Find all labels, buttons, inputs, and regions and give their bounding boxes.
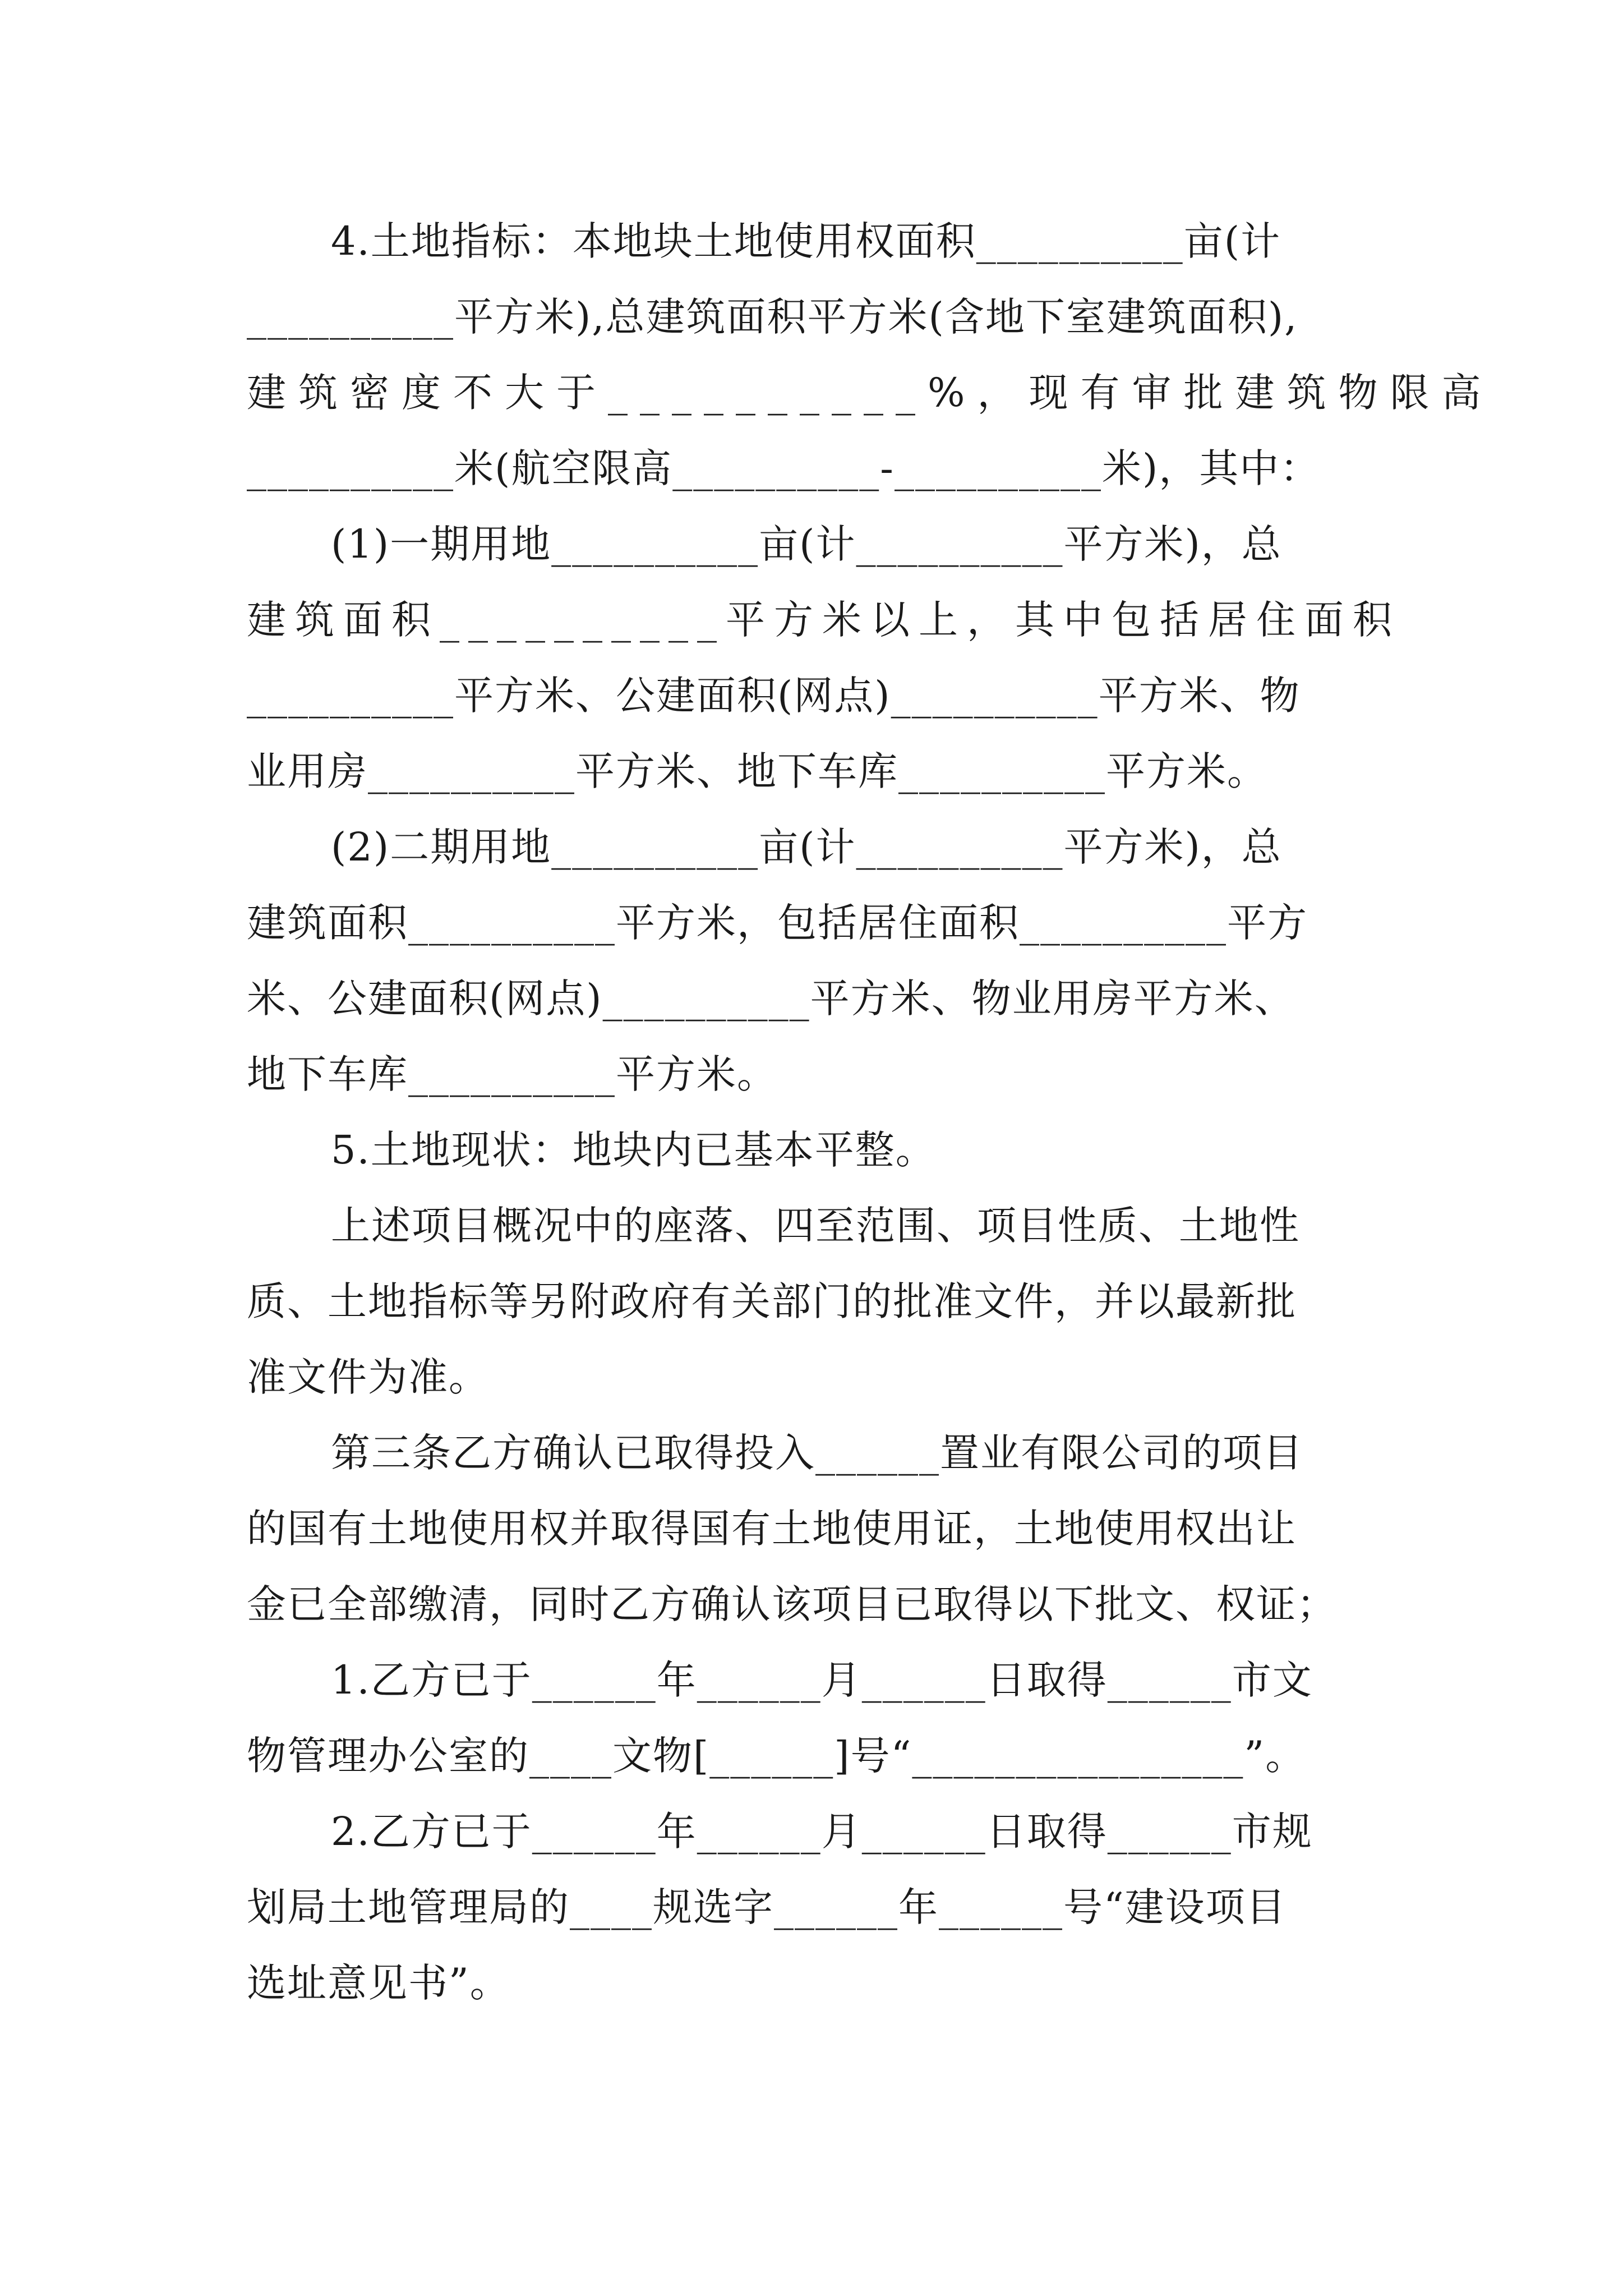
paragraph-line: 2.乙方已于______年______月______日取得______市规 <box>331 1809 1313 1855</box>
paragraph-line: 物管理办公室的____文物[______]号“________________”。 <box>247 1733 1306 1779</box>
paragraph-line: 米、公建面积(网点)__________平方米、物业用房平方米、 <box>247 976 1295 1022</box>
paragraph-line: 业用房__________平方米、地下车库__________平方米。 <box>247 748 1267 794</box>
paragraph-line: 建筑面积__________平方米，包括居住面积__________平方 <box>247 900 1308 946</box>
paragraph-line: 金已全部缴清，同时乙方确认该项目已取得以下批文、权证； <box>247 1581 1337 1627</box>
paragraph-line: 4.土地指标：本地块土地使用权面积__________亩(计 <box>331 218 1281 264</box>
paragraph-line: __________平方米、公建面积(网点)__________平方米、物 <box>247 673 1301 719</box>
paragraph-line: __________米(航空限高__________-__________米)，其中： <box>247 445 1321 491</box>
paragraph-line: 建筑密度不大于__________%，现有审批建筑物限高 <box>247 370 1493 416</box>
paragraph-line: 地下车库__________平方米。 <box>247 1051 777 1097</box>
paragraph-line: 上述项目概况中的座落、四至范围、项目性质、土地性 <box>331 1203 1300 1249</box>
paragraph-line: 1.乙方已于______年______月______日取得______市文 <box>331 1657 1313 1703</box>
paragraph-line: 的国有土地使用权并取得国有土地使用证，土地使用权出让 <box>247 1506 1297 1552</box>
paragraph-line: (2)二期用地__________亩(计__________平方米)，总 <box>331 824 1282 870</box>
paragraph-line: 第三条乙方确认已取得投入______置业有限公司的项目 <box>331 1430 1303 1476</box>
paragraph-line: 5.土地现状：地块内已基本平整。 <box>331 1127 936 1173</box>
paragraph-line: 准文件为准。 <box>247 1354 489 1400</box>
paragraph-line: 选址意见书”。 <box>247 1960 510 2006</box>
paragraph-line: (1)一期用地__________亩(计__________平方米)，总 <box>331 521 1282 567</box>
paragraph-line: 建筑面积__________平方米以上，其中包括居住面积 <box>247 597 1401 643</box>
paragraph-line: __________平方米),总建筑面积平方米(含地下室建筑面积), <box>247 294 1298 340</box>
paragraph-line: 划局土地管理局的____规选字______年______号“建设项目 <box>247 1884 1287 1930</box>
paragraph-line: 质、土地指标等另附政府有关部门的批准文件，并以最新批 <box>247 1278 1297 1324</box>
